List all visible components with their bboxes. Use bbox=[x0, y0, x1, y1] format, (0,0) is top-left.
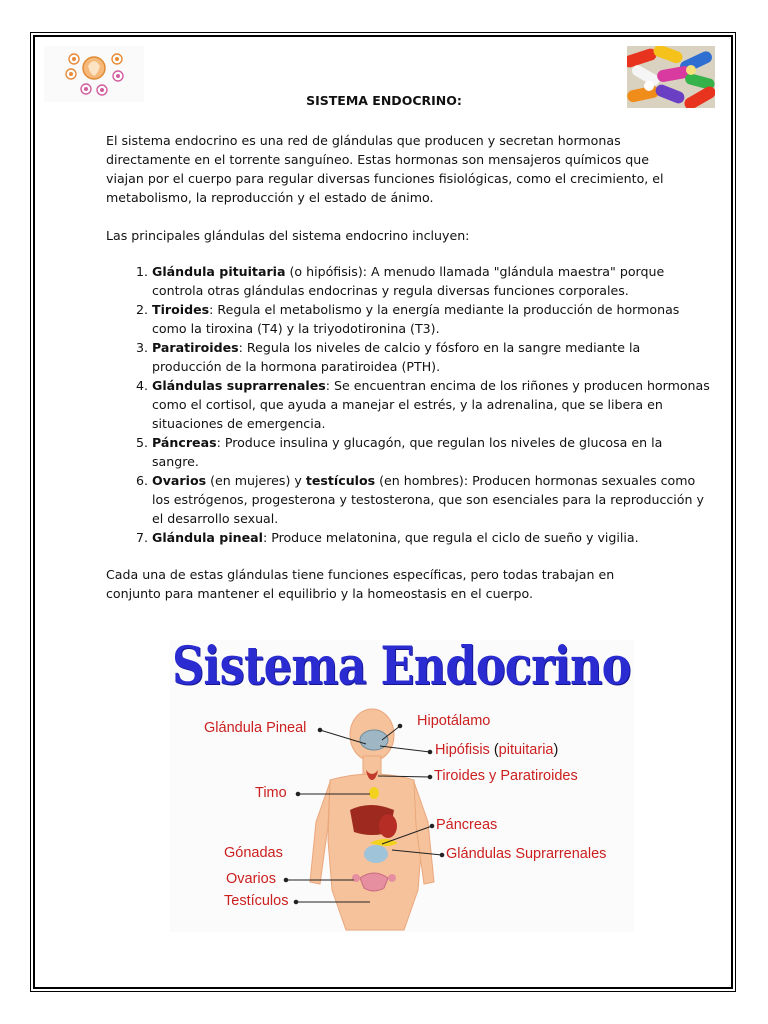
list-item bbox=[152, 471, 712, 528]
gland-name: Glándulas suprarrenales bbox=[152, 378, 326, 393]
label-hipofisis-text: Hipófisis bbox=[435, 742, 490, 758]
label-suprarrenales: Glándulas Suprarrenales bbox=[446, 846, 607, 862]
label-hipofisis bbox=[435, 742, 558, 758]
label-hipotalamo: Hipotálamo bbox=[417, 713, 491, 729]
label-pancreas: Páncreas bbox=[436, 817, 498, 833]
label-timo: Timo bbox=[255, 785, 287, 801]
gland-description: : Regula el metabolismo y la energía mediante la producción de hormonas como la tiroxina (T4) y la triyodotironina (T3). bbox=[152, 302, 680, 336]
gland-description: : Produce insulina y glucagón, que regulan los niveles de glucosa en la sangre. bbox=[152, 435, 663, 469]
gland-name: Paratiroides bbox=[152, 340, 239, 355]
list-item bbox=[152, 338, 712, 376]
glands-list bbox=[106, 262, 712, 547]
endocrine-diagram bbox=[170, 636, 634, 932]
gland-description: (o hipófisis): A menudo llamada "glándula maestra" porque controla otras glándulas endocrinas y regula diversas funciones corporales. bbox=[152, 264, 665, 298]
list-item bbox=[152, 300, 712, 338]
gland-name: testículos bbox=[305, 473, 376, 488]
list-item bbox=[152, 376, 712, 433]
intro-paragraph: El sistema endocrino es una red de glándulas que producen y secretan hormonas directamente en el torrente sanguíneo. Estas hormonas son mensajeros químicos que viajan por el cuerpo para regular diversas funciones fisiológicas, como el crecimiento, el metabolismo, la reproducción y el estado de ánimo. bbox=[106, 133, 664, 205]
label-testiculos: Testículos bbox=[224, 893, 289, 909]
body-illustration bbox=[170, 640, 634, 932]
diagram-title: Sistema Endocrino bbox=[172, 636, 631, 697]
list-item bbox=[152, 262, 712, 300]
label-pineal: Glándula Pineal bbox=[204, 720, 307, 736]
gland-name: Tiroides bbox=[152, 302, 210, 317]
list-item bbox=[152, 528, 712, 547]
gland-connector: (en mujeres) y bbox=[206, 473, 306, 488]
gland-name: Glándula pineal bbox=[152, 530, 263, 545]
document-title: SISTEMA ENDOCRINO: bbox=[306, 93, 462, 108]
label-tiroides: Tiroides y Paratiroides bbox=[434, 768, 578, 784]
label-paren-close: ) bbox=[553, 742, 559, 758]
gland-name: Glándula pituitaria bbox=[152, 264, 286, 279]
label-pituitaria: pituitaria bbox=[498, 742, 554, 758]
gland-name: Ovarios bbox=[152, 473, 207, 488]
list-item bbox=[152, 433, 712, 471]
closing-paragraph: Cada una de estas glándulas tiene funciones específicas, pero todas trabajan en conjunto para mantener el equilibrio y la homeostasis en el cuerpo. bbox=[106, 567, 615, 601]
gland-name: Páncreas bbox=[152, 435, 217, 450]
gland-description: (en hombres): Producen hormonas sexuales como los estrógenos, progesterona y testosterona, que son esenciales para la reproducción y el desarrollo sexual. bbox=[152, 473, 704, 526]
gland-description: : Se encuentran encima de los riñones y producen hormonas como el cortisol, que ayuda a manejar el estrés, y la adrenalina, que se libera en situaciones de emergencia. bbox=[152, 378, 710, 431]
label-gonadas: Gónadas bbox=[224, 845, 283, 861]
label-ovarios: Ovarios bbox=[226, 871, 276, 887]
label-paren-open: ( bbox=[493, 742, 499, 758]
gland-description: : Produce melatonina, que regula el ciclo de sueño y vigilia. bbox=[262, 530, 639, 545]
list-intro: Las principales glándulas del sistema endocrino incluyen: bbox=[106, 228, 470, 243]
gland-description: : Regula los niveles de calcio y fósforo en la sangre mediante la producción de la hormona paratiroidea (PTH). bbox=[152, 340, 641, 374]
